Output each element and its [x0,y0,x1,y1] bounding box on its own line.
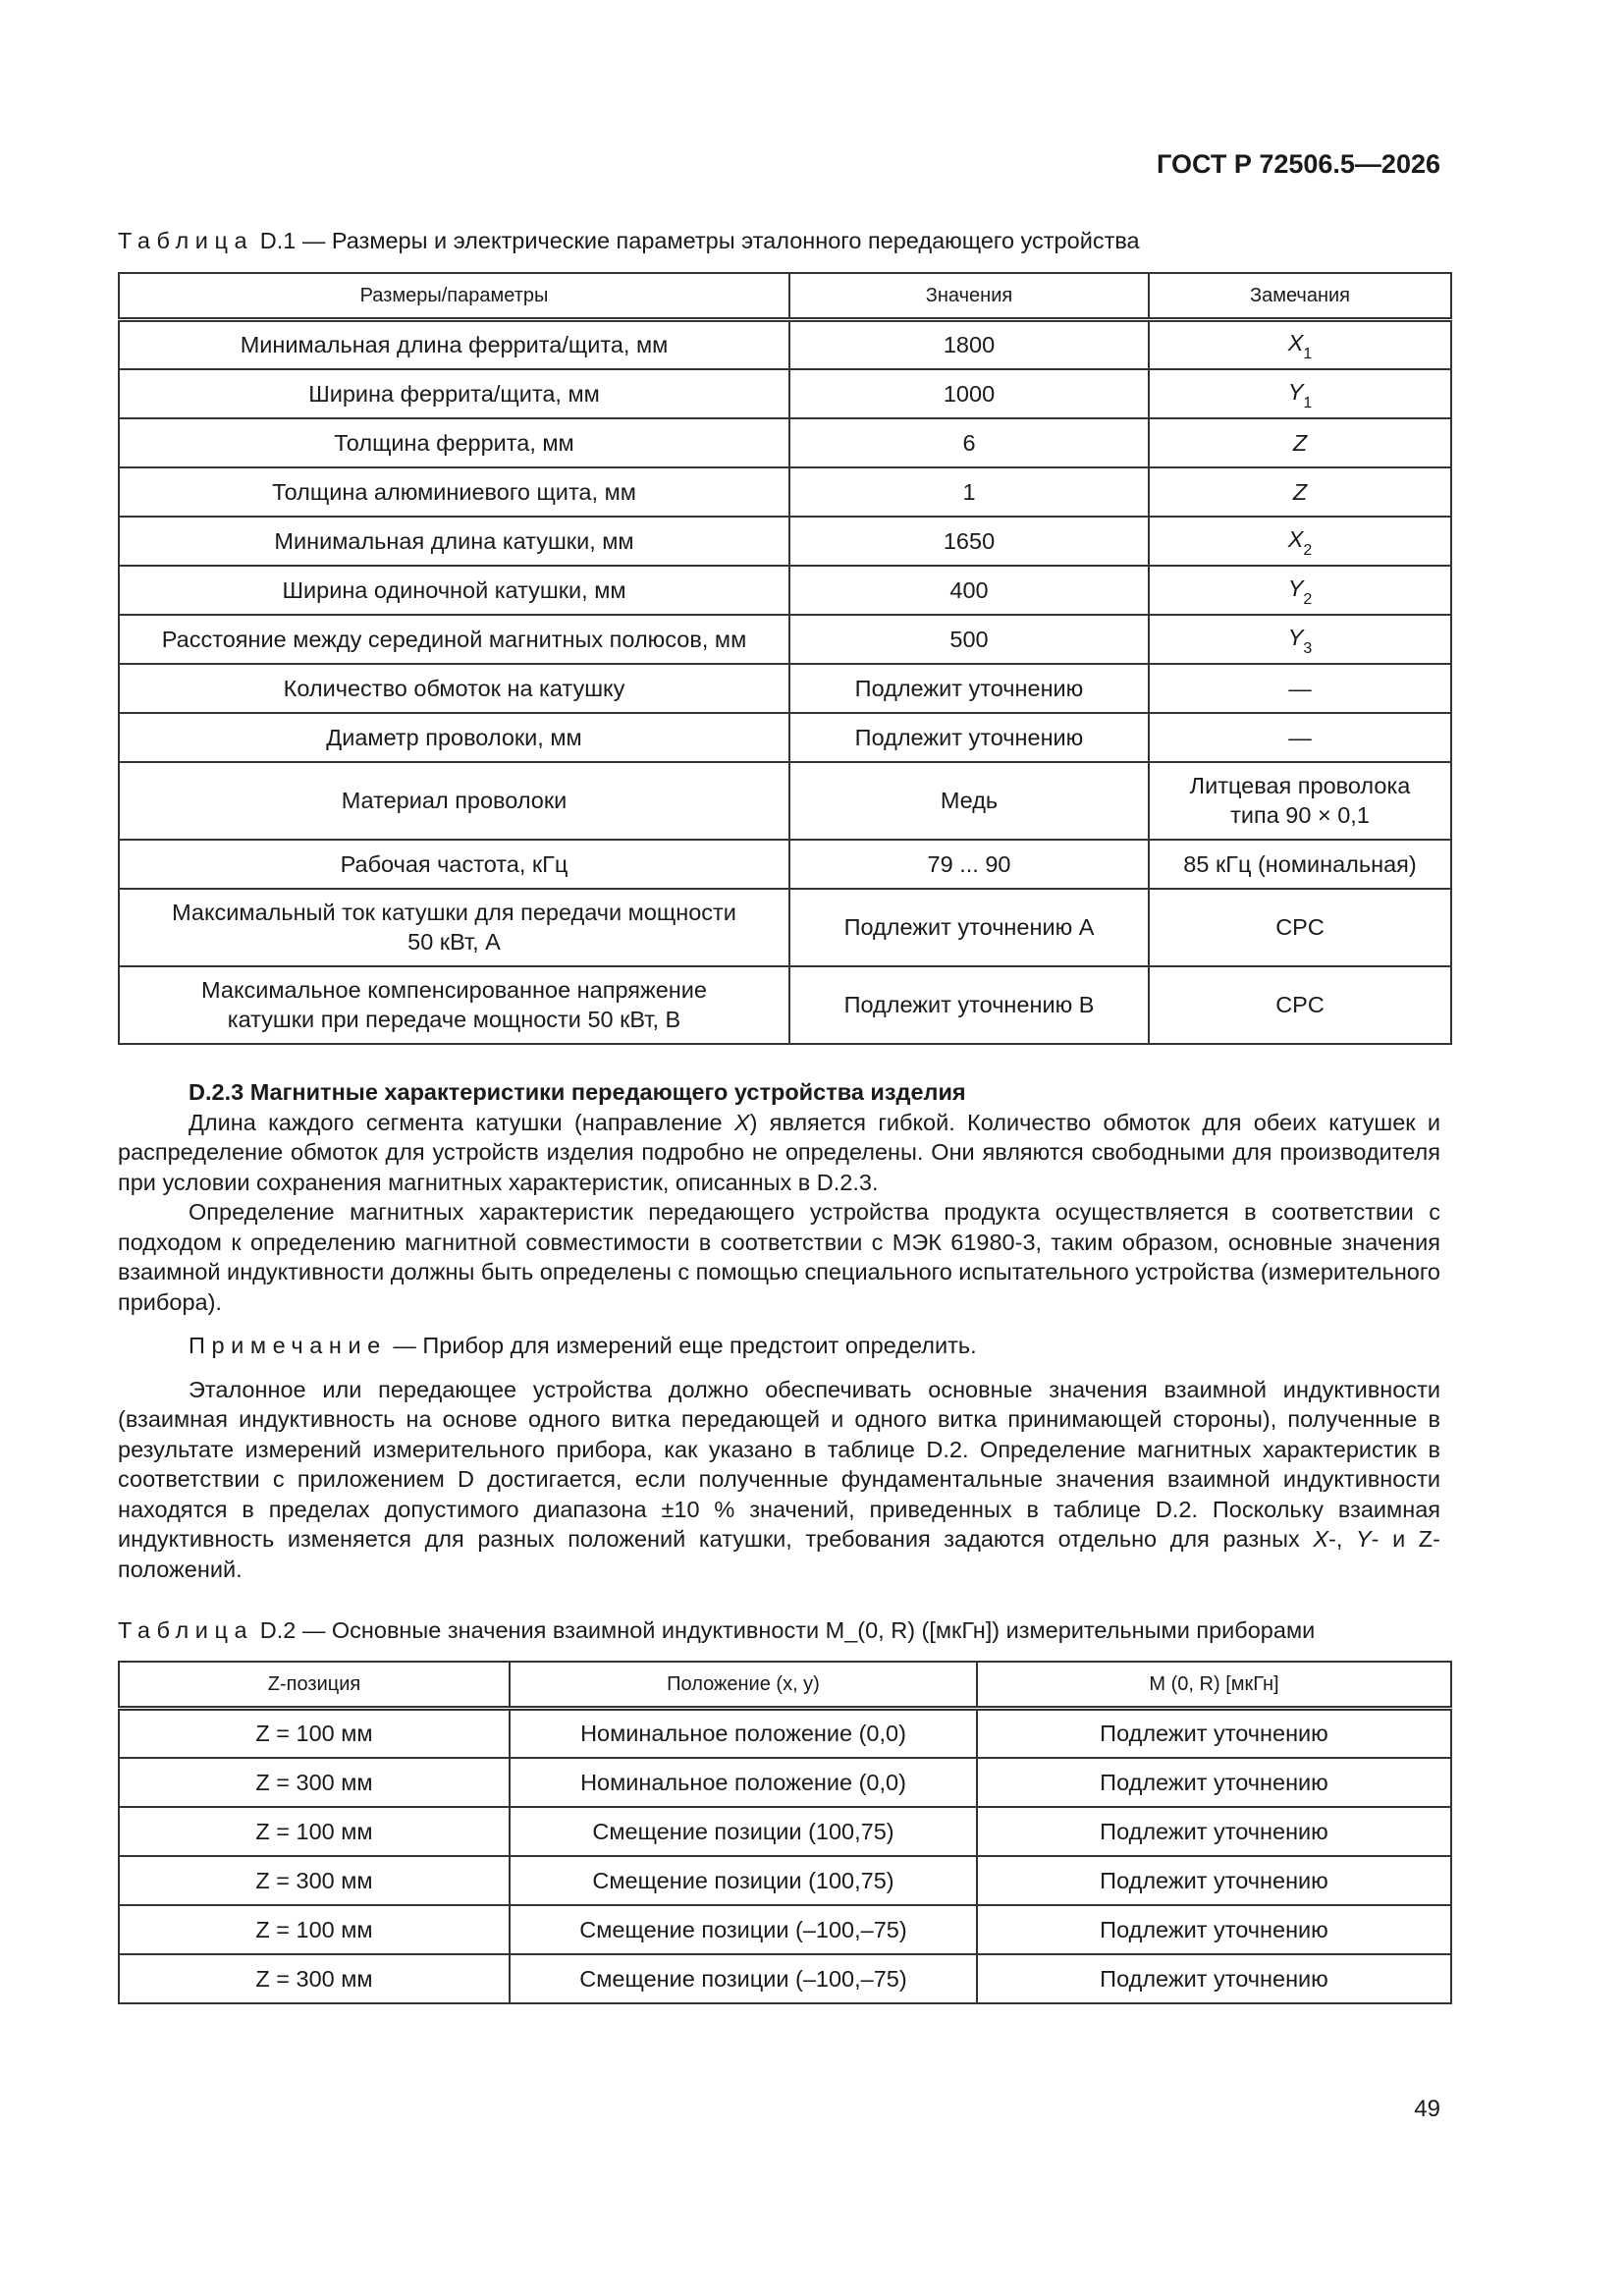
table1-header: Значения [789,273,1149,320]
table-row [119,369,1451,418]
table-row [119,467,1451,517]
table-cell: Количество обмоток на катушку [119,664,789,713]
table-cell: Подлежит уточнению [977,1905,1451,1954]
table1-header: Размеры/параметры [119,273,789,320]
table-cell: CPC [1149,966,1451,1044]
table-cell: 500 [789,615,1149,664]
table-cell: 1650 [789,517,1149,566]
table-cell: Материал проволоки [119,762,789,840]
table-cell: Максимальный ток катушки для передачи мощности 50 кВт, А [119,889,789,966]
table-cell: $X_1$ [1149,320,1451,369]
table-cell: 1000 [789,369,1149,418]
table-cell: Расстояние между серединой магнитных полюсов, мм [119,615,789,664]
table-cell: Подлежит уточнению А [789,889,1149,966]
table-cell: Максимальное компенсированное напряжение катушки при передаче мощности 50 кВт, В [119,966,789,1044]
table-row [119,1905,1451,1954]
table-cell: Литцевая проволока типа 90 × 0,1 [1149,762,1451,840]
table-row [119,517,1451,566]
paragraph: Определение магнитных характеристик передающего устройства продукта осуществляется в соответствии с подходом к определению магнитной совместимости в соответствии с МЭК 61980-3, таким образом, основные значения взаимной индуктивности должны быть определены с помощью специального испытательного устройства (измерительного прибора). [118,1199,1440,1315]
table-cell: Z = 300 мм [119,1758,510,1807]
table2 [118,1661,1452,2004]
table-cell: 79 ... 90 [789,840,1149,889]
table-cell: 400 [789,566,1149,615]
table-cell: Смещение позиции (100,75) [510,1856,977,1905]
table-cell: Смещение позиции (–100,–75) [510,1905,977,1954]
table-row [119,762,1451,840]
table2-header: M (0, R) [мкГн] [977,1662,1451,1709]
table-row [119,320,1451,369]
table-cell: Z [1149,418,1451,467]
table-cell: Подлежит уточнению [977,1709,1451,1758]
table-row [119,615,1451,664]
table1-caption-text: D.1 — Размеры и электрические параметры эталонного передающего устройства [259,228,1140,253]
table-cell: $X_2$ [1149,517,1451,566]
document-header: ГОСТ Р 72506.5—2026 [1157,149,1440,179]
table-row [119,418,1451,467]
table-cell: — [1149,664,1451,713]
table-cell: Подлежит уточнению [789,664,1149,713]
table-row [119,566,1451,615]
table-cell: Z = 100 мм [119,1807,510,1856]
table-cell: Z [1149,467,1451,517]
table-cell: CPC [1149,889,1451,966]
table-cell: $Y_3$ [1149,615,1451,664]
table-cell: Смещение позиции (100,75) [510,1807,977,1856]
table-row [119,664,1451,713]
table-cell: 85 кГц (номинальная) [1149,840,1451,889]
table-cell: Толщина алюминиевого щита, мм [119,467,789,517]
table-cell: Номинальное положение (0,0) [510,1709,977,1758]
table-row [119,1807,1451,1856]
table-cell: Z = 100 мм [119,1905,510,1954]
table2-header: Положение (x, y) [510,1662,977,1709]
table2-caption-text: D.2 — Основные значения взаимной индуктивности M_(0, R) ([мкГн]) измерительными приборами [259,1617,1316,1643]
table-cell: Подлежит уточнению [977,1856,1451,1905]
table-cell: Ширина феррита/щита, мм [119,369,789,418]
table-cell: 6 [789,418,1149,467]
table-cell: Минимальная длина катушки, мм [119,517,789,566]
table2-caption [118,1617,1315,1644]
table-cell: Медь [789,762,1149,840]
table-cell: Рабочая частота, кГц [119,840,789,889]
table-cell: Подлежит уточнению В [789,966,1149,1044]
table-cell: Подлежит уточнению [977,1758,1451,1807]
table-cell: — [1149,713,1451,762]
table-cell: Z = 300 мм [119,1856,510,1905]
table-cell: Подлежит уточнению [977,1807,1451,1856]
table1-caption [118,228,1140,254]
table-cell: Диаметр проволоки, мм [119,713,789,762]
table-cell: Ширина одиночной катушки, мм [119,566,789,615]
section-heading: D.2.3 Магнитные характеристики передающего устройства изделия [189,1079,966,1105]
paragraph: Эталонное или передающее устройства должно обеспечивать основные значения взаимной индуктивности (взаимная индуктивность на основе одного витка передающей и одного витка принимающей стороны), полученные в результате измерений измерительного прибора, как указано в таблице D.2. Определение магнитных характеристик в соответствии с приложением D достигается, если полученные фундаментальные значения взаимной индуктивности находятся в пределах допустимого диапазона ±10 % значений, приведенных в таблице D.2. Поскольку взаимная индуктивность изменяется для разных положений катушки, требования задаются отдельно для разных X-, Y- и Z-положений. [118,1376,1440,1582]
table-cell: 1800 [789,320,1149,369]
table-cell: Смещение позиции (–100,–75) [510,1954,977,2003]
table-cell: Минимальная длина феррита/щита, мм [119,320,789,369]
table-cell: Z = 300 мм [119,1954,510,2003]
table-cell: $Y_2$ [1149,566,1451,615]
table-cell: 1 [789,467,1149,517]
table-row [119,713,1451,762]
table-row [119,1856,1451,1905]
section-body [118,1077,1440,1584]
paragraph: Длина каждого сегмента катушки (направление X) является гибкой. Количество обмоток для обеих катушек и распределение обмоток для устройств изделия подробно не определены. Они являются свободными для производителя при условии сохранения магнитных характеристик, описанных в D.2.3. [118,1109,1440,1195]
note: Примечание — Прибор для измерений еще предстоит определить. [189,1333,977,1358]
table-cell: $Y_1$ [1149,369,1451,418]
table-cell: Толщина феррита, мм [119,418,789,467]
table2-caption-prefix: Таблица [118,1617,254,1643]
table-cell: Номинальное положение (0,0) [510,1758,977,1807]
table-row [119,1709,1451,1758]
table-row [119,1758,1451,1807]
table1-header: Замечания [1149,273,1451,320]
table-row [119,840,1451,889]
table-cell: Подлежит уточнению [789,713,1149,762]
page-number: 49 [1414,2096,1440,2122]
table-row [119,1954,1451,2003]
table-row [119,966,1451,1044]
table2-header: Z-позиция [119,1662,510,1709]
table-cell: Подлежит уточнению [977,1954,1451,2003]
table1-caption-prefix: Таблица [118,228,254,253]
table-cell: Z = 100 мм [119,1709,510,1758]
table-row [119,889,1451,966]
table1 [118,272,1452,1045]
